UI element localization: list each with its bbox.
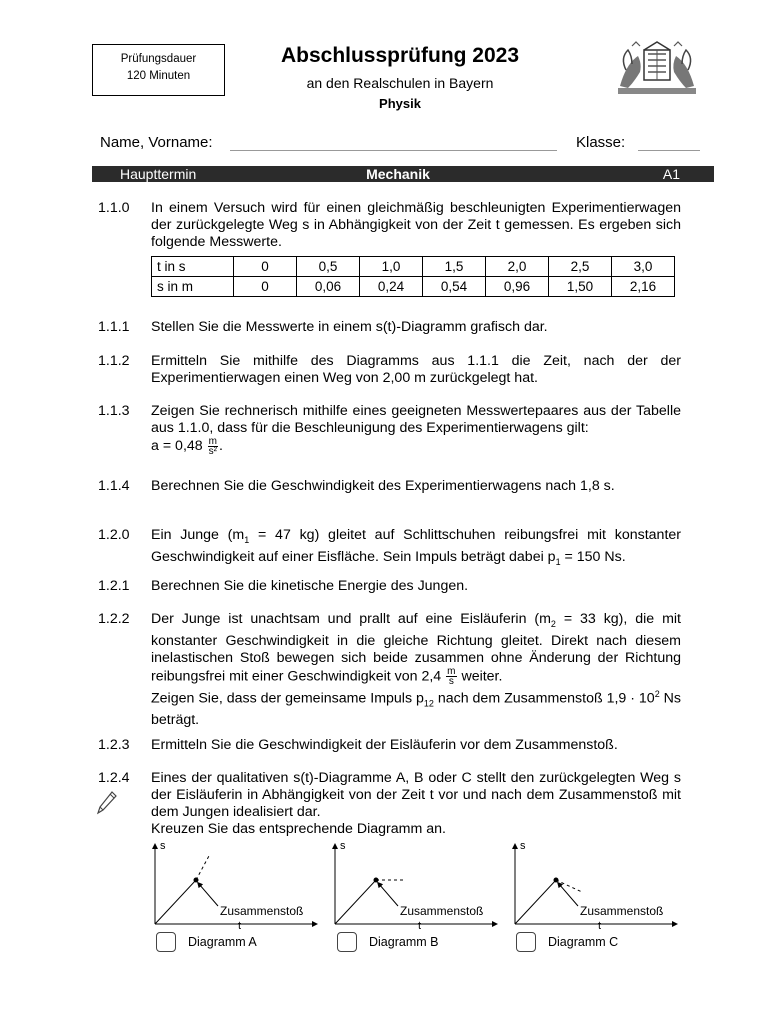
table-cell: 2,16 xyxy=(612,277,675,297)
before-collision-line xyxy=(155,880,196,924)
collision-point xyxy=(554,878,559,883)
before-collision-line xyxy=(515,880,556,924)
text-part: = 150 Ns. xyxy=(560,548,626,565)
duration-box xyxy=(92,44,225,96)
row-label: t in s xyxy=(152,257,234,277)
task-number: 1.2.3 xyxy=(98,737,130,753)
text-part: = 47 kg) gleitet auf Schlittschuhen reibungsfrei mit konstanter Geschwindigkeit auf einer Eisfläche. Sein Impuls beträgt dabei p xyxy=(151,527,681,565)
diagram-c-graph xyxy=(510,840,680,938)
text-part: Ns beträgt. xyxy=(151,690,682,729)
task-text xyxy=(151,403,681,456)
table-cell: 0,06 xyxy=(297,277,360,297)
diagram-c xyxy=(510,840,680,938)
formula-end: . xyxy=(218,438,223,455)
x-axis-label: t xyxy=(418,920,422,932)
text-part: nach dem Zusammenstoß 1,9 · 10 xyxy=(433,690,655,707)
table-row xyxy=(152,277,675,297)
task-group-label: A1 xyxy=(662,166,680,182)
task-text-body: Eines der qualitativen s(t)-Diagramme A, B oder C stellt den zurückgelegten Weg s der Eisläuferin in Abhängigkeit von der Zeit t vor und nach dem Zusammenstoß mit dem Jungen idealisiert dar. xyxy=(151,770,681,820)
text-part: Der Junge ist unachtsam und prallt auf eine Eisläuferin (m xyxy=(151,611,551,627)
task-number: 1.1.4 xyxy=(98,478,130,494)
task-text xyxy=(151,611,681,729)
table-cell: 3,0 xyxy=(612,257,675,277)
task-text: Berechnen Sie die kinetische Energie des Jungen. xyxy=(151,578,469,594)
annotation-arrow xyxy=(199,884,218,906)
duration-label: Prüfungsdauer xyxy=(120,53,197,65)
name-field[interactable] xyxy=(230,150,557,151)
table-cell: 1,0 xyxy=(360,257,423,277)
class-label: Klasse: xyxy=(576,134,626,151)
checkbox-diagram-c[interactable] xyxy=(516,932,536,952)
collision-point xyxy=(194,878,199,883)
table-cell: 0,24 xyxy=(360,277,423,297)
option-label: Diagramm C xyxy=(548,935,619,949)
task-number: 1.1.1 xyxy=(98,319,130,335)
x-axis-label: t xyxy=(598,920,602,932)
y-axis-label: s xyxy=(340,840,346,852)
task-text xyxy=(151,527,681,571)
unit-fraction xyxy=(208,437,218,456)
measurement-table xyxy=(151,256,675,297)
checkbox-diagram-b[interactable] xyxy=(337,932,357,952)
unit-numerator: m xyxy=(447,665,456,677)
task-number: 1.2.0 xyxy=(98,527,130,543)
class-field[interactable] xyxy=(638,150,700,151)
table-cell: 2,0 xyxy=(486,257,549,277)
option-label: Diagramm A xyxy=(188,935,257,949)
table-cell: 2,5 xyxy=(549,257,612,277)
subscript: 1 xyxy=(244,534,250,545)
diagram-b-graph xyxy=(330,840,500,938)
option-label: Diagramm B xyxy=(369,935,439,949)
table-cell: 0,96 xyxy=(486,277,549,297)
task-instruction: Kreuzen Sie das entsprechende Diagramm an. xyxy=(151,821,446,837)
duration-value: 120 Minuten xyxy=(126,70,191,82)
task-text-body: Zeigen Sie rechnerisch mithilfe eines geeigneten Messwertepaares aus der Tabelle aus 1.1.0, dass für die Beschleunigung des Experimentierwagens gilt: xyxy=(151,403,681,436)
unit-numerator: m xyxy=(208,436,217,447)
exam-subtitle: an den Realschulen in Bayern xyxy=(306,75,494,91)
section-topic: Mechanik xyxy=(366,166,430,182)
task-number: 1.2.1 xyxy=(98,578,130,594)
subscript: 12 xyxy=(423,698,434,709)
pencil-icon xyxy=(96,790,118,816)
text-part: Ein Junge (m xyxy=(151,527,245,543)
annotation-arrow xyxy=(379,884,398,906)
collision-label: Zusammenstoß xyxy=(220,904,304,918)
task-text: In einem Versuch wird für einen gleichmäßig beschleunigten Experimentierwagen der zurückgelegte Weg s in Abhängigkeit von der Zeit t gemessen. Es ergeben sich folgende Messwerte. xyxy=(151,200,681,250)
task-text: Ermitteln Sie die Geschwindigkeit der Eisläuferin vor dem Zusammenstoß. xyxy=(151,737,618,753)
row-label: s in m xyxy=(152,277,234,297)
bavarian-coat-of-arms-icon xyxy=(612,40,702,98)
checkbox-diagram-a[interactable] xyxy=(156,932,176,952)
collision-point xyxy=(374,878,379,883)
table-row xyxy=(152,257,675,277)
x-axis-label: t xyxy=(238,920,242,932)
formula-value: a = 0,48 xyxy=(151,438,203,455)
after-collision-line xyxy=(556,880,582,892)
exam-subject: Physik xyxy=(379,96,421,111)
before-collision-line xyxy=(335,880,376,924)
formula xyxy=(151,436,223,457)
after-collision-line xyxy=(196,854,210,880)
unit-fraction xyxy=(446,667,456,686)
table-cell: 1,5 xyxy=(423,257,486,277)
diagram-a-graph xyxy=(150,840,320,938)
superscript: 2 xyxy=(654,688,660,699)
table-cell: 0,5 xyxy=(297,257,360,277)
subscript: 1 xyxy=(555,556,561,567)
text-part: weiter. xyxy=(457,668,503,685)
task-text: Stellen Sie die Messwerte in einem s(t)-Diagramm grafisch dar. xyxy=(151,319,548,335)
task-text: Berechnen Sie die Geschwindigkeit des Experimentierwagens nach 1,8 s. xyxy=(151,478,615,494)
task-number: 1.1.2 xyxy=(98,353,130,369)
collision-label: Zusammenstoß xyxy=(400,904,484,918)
task-number: 1.2.4 xyxy=(98,770,130,786)
y-axis-label: s xyxy=(160,840,166,852)
task-number: 1.1.3 xyxy=(98,403,130,419)
table-cell: 1,50 xyxy=(549,277,612,297)
diagram-b xyxy=(330,840,500,938)
table-cell: 0 xyxy=(234,277,297,297)
task-text: Ermitteln Sie mithilfe des Diagramms aus 1.1.1 die Zeit, nach der der Experimentierwagen einen Weg von 2,00 m zurückgelegt hat. xyxy=(151,353,681,386)
task-number: 1.1.0 xyxy=(98,200,130,216)
exam-title: Abschlussprüfung 2023 xyxy=(280,44,520,67)
text-part: = 33 kg), die mit konstanter Geschwindigkeit in die gleiche Richtung gleitet. Direkt nach diesem inelastischen Stoß bewegen sich beide zusammen ohne Änderung der Richtung reibungsfrei mit einer Geschwindigkeit von 2,4 xyxy=(151,611,681,685)
subscript: 2 xyxy=(550,618,556,629)
name-label: Name, Vorname: xyxy=(100,134,213,151)
section-bar xyxy=(92,166,714,182)
y-axis-label: s xyxy=(520,840,526,852)
task-text xyxy=(151,770,681,838)
table-cell: 0 xyxy=(234,257,297,277)
diagram-a xyxy=(150,840,320,938)
text-part: Zeigen Sie, dass der gemeinsame Impuls p xyxy=(151,690,424,707)
collision-label: Zusammenstoß xyxy=(580,904,664,918)
unit-denominator: s² xyxy=(208,446,217,457)
exam-term: Haupttermin xyxy=(120,166,197,182)
task-number: 1.2.2 xyxy=(98,611,130,627)
unit-denominator: s xyxy=(448,675,454,687)
table-cell: 0,54 xyxy=(423,277,486,297)
annotation-arrow xyxy=(559,884,578,906)
